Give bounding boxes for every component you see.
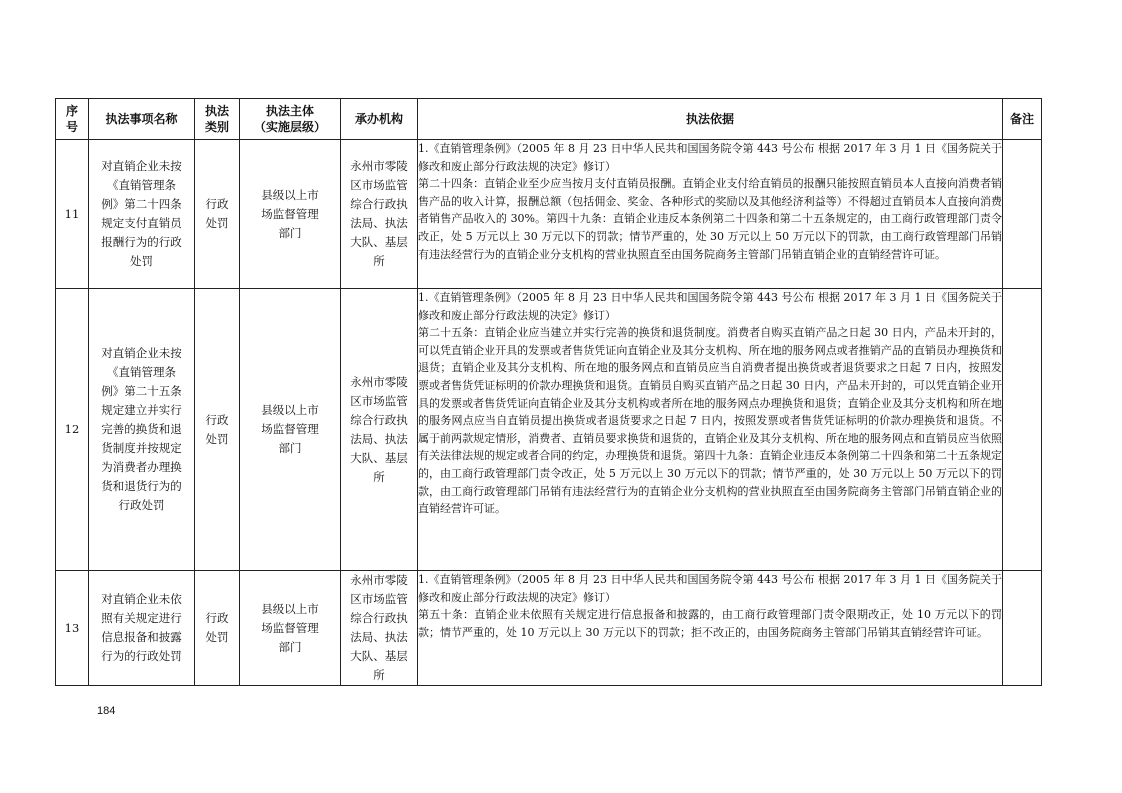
header-subject-line-1: 执法主体	[265, 104, 314, 118]
header-category-line-2: 类别	[204, 120, 229, 134]
row-basis	[418, 289, 1003, 571]
row-item-name: 对直销企业未按《直销管理条例》第二十四条规定支付直销员报酬行为的行政处罚	[89, 140, 195, 289]
header-seq-line-2: 号	[65, 120, 78, 134]
row-seq: 12	[56, 289, 89, 571]
row-category: 行政处罚	[195, 140, 240, 289]
basis-paragraph: 1.《直销管理条例》（2005 年 8 月 23 日中华人民共和国国务院令第 443 号公布 根据 2017 年 3 月 1 日《国务院关于修改和废止部分行政法规的决定》修订）	[418, 291, 1002, 322]
basis-paragraph: 1.《直销管理条例》（2005 年 8 月 23 日中华人民共和国国务院令第 443 号公布 根据 2017 年 3 月 1 日《国务院关于修改和废止部分行政法规的决定》修订）	[418, 142, 1002, 173]
row-seq: 13	[56, 571, 89, 686]
row-category: 行政处罚	[195, 571, 240, 686]
enforcement-table	[55, 98, 1042, 686]
header-seq	[56, 99, 89, 140]
table-row	[56, 571, 1042, 686]
table-row	[56, 140, 1042, 289]
header-seq-line-1: 序	[65, 104, 78, 118]
row-remarks	[1003, 140, 1042, 289]
row-subject: 县级以上市场监督管理部门	[240, 140, 341, 289]
row-subject: 县级以上市场监督管理部门	[240, 571, 341, 686]
header-agency: 承办机构	[341, 99, 418, 140]
table-row	[56, 289, 1042, 571]
basis-paragraph: 1.《直销管理条例》（2005 年 8 月 23 日中华人民共和国国务院令第 443 号公布 根据 2017 年 3 月 1 日《国务院关于修改和废止部分行政法规的决定》修订）	[418, 573, 1002, 604]
row-item-name: 对直销企业未按《直销管理条例》第二十五条规定建立并实行完善的换货和退货制度并按规定为消费者办理换货和退货行为的行政处罚	[89, 289, 195, 571]
page-number: 184	[97, 705, 116, 717]
header-basis: 执法依据	[418, 99, 1003, 140]
header-remarks: 备注	[1003, 99, 1042, 140]
row-remarks	[1003, 571, 1042, 686]
header-subject-line-2: （实施层级）	[253, 120, 326, 134]
header-category-line-1: 执法	[204, 104, 229, 118]
basis-paragraph: 第二十四条：直销企业至少应当按月支付直销员报酬。直销企业支付给直销员的报酬只能按照直销员本人直接向消费者销售产品的收入计算，报酬总额（包括佣金、奖金、各种形式的奖励以及其他经济利益等）不得超过直销员本人直接向消费者销售产品收入的 30%。第四十九条：直销企业违反本条例第二十四条和第二十五条规定的，由工商行政管理部门责令改正，处 5 万元以上 30 万元以下的罚款；情节严重的，处 30 万元以上 50 万元以下的罚款，由工商行政管理部门吊销有违法经营行为的直销企业分支机构的营业执照直至由国务院商务主管部门吊销直销企业的直销经营许可证。	[418, 177, 1002, 261]
header-subject	[240, 99, 341, 140]
row-item-name: 对直销企业未依照有关规定进行信息报备和披露行为的行政处罚	[89, 571, 195, 686]
row-basis	[418, 140, 1003, 289]
row-agency: 永州市零陵区市场监管综合行政执法局、执法大队、基层所	[341, 289, 418, 571]
row-category: 行政处罚	[195, 289, 240, 571]
basis-paragraph: 第二十五条：直销企业应当建立并实行完善的换货和退货制度。消费者自购买直销产品之日起 30 日内，产品未开封的，可以凭直销企业开具的发票或者售货凭证向直销企业及其分支机构、所在地的服务网点或者推销产品的直销员办理换货和退货；直销企业及其分支机构、所在地的服务网点和直销员应当自消费者提出换货或者退货要求之日起 7 日内，按照发票或者售货凭证标明的价款办理换货和退货。直销员自购买直销产品之日起 30 日内，产品未开封的，可以凭直销企业开具的发票或者售货凭证向直销企业及其分支机构或者所在地的服务网点办理换货和退货；直销企业及其分支机构和所在地的服务网点应当自直销员提出换货或者退货要求之日起 7 日内，按照发票或者售货凭证标明的价款办理换货和退货。不属于前两款规定情形，消费者、直销员要求换货和退货的，直销企业及其分支机构、所在地的服务网点和直销员应当依照有关法律法规的规定或者合同的约定，办理换货和退货。第四十九条：直销企业违反本条例第二十四条和第二十五条规定的，由工商行政管理部门责令改正，处 5 万元以上 30 万元以下的罚款；情节严重的，处 30 万元以上 50 万元以下的罚款，由工商行政管理部门吊销有违法经营行为的直销企业分支机构的营业执照直至由国务院商务主管部门吊销直销企业的直销经营许可证。	[418, 326, 1002, 516]
header-row	[56, 99, 1042, 140]
row-subject: 县级以上市场监督管理部门	[240, 289, 341, 571]
row-basis	[418, 571, 1003, 686]
header-item-name: 执法事项名称	[89, 99, 195, 140]
row-agency: 永州市零陵区市场监管综合行政执法局、执法大队、基层所	[341, 140, 418, 289]
basis-paragraph: 第五十条：直销企业未依照有关规定进行信息报备和披露的，由工商行政管理部门责令限期改正，处 10 万元以下的罚款；情节严重的，处 10 万元以上 30 万元以下的罚款；拒不改正的，由国务院商务主管部门吊销其直销经营许可证。	[418, 608, 1002, 639]
row-remarks	[1003, 289, 1042, 571]
row-seq: 11	[56, 140, 89, 289]
row-agency: 永州市零陵区市场监管综合行政执法局、执法大队、基层所	[341, 571, 418, 686]
header-category	[195, 99, 240, 140]
